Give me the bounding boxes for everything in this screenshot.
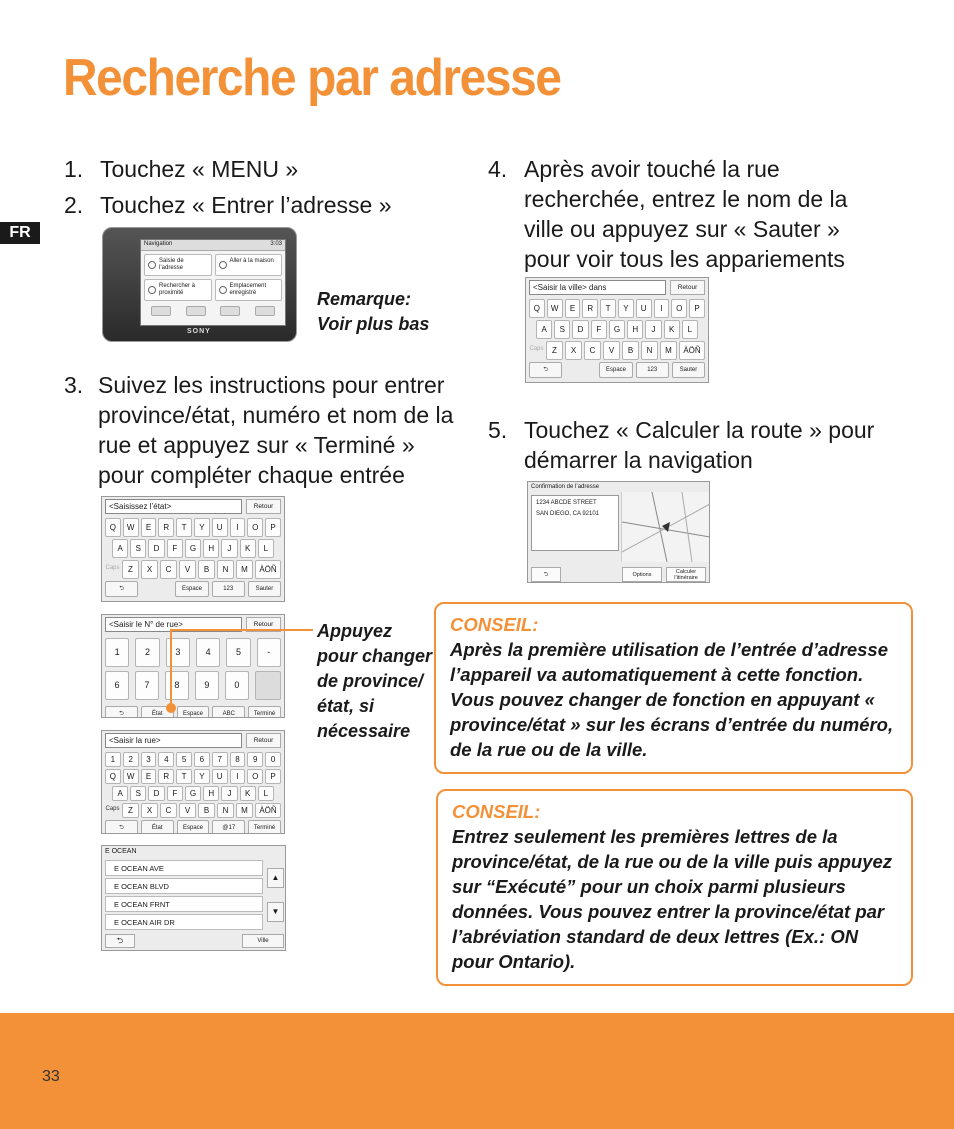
address-confirmation-screen — [527, 481, 710, 583]
address-line-2: SAN DIEGO, CA 92101 — [536, 511, 600, 517]
menu-go-home[interactable]: Aller à la maison — [215, 254, 283, 276]
key[interactable]: U — [212, 518, 228, 537]
key[interactable]: 0 — [265, 752, 281, 767]
key[interactable]: R — [158, 518, 174, 537]
key[interactable]: N — [217, 803, 234, 818]
back-icon[interactable]: ⮌ — [105, 934, 135, 948]
key[interactable]: 4 — [158, 752, 174, 767]
key[interactable]: W — [123, 518, 139, 537]
callout-dot — [166, 703, 176, 713]
numeric-button[interactable]: 123 — [212, 581, 245, 597]
list-item[interactable]: E OCEAN AIR DR — [105, 914, 263, 930]
key[interactable]: C — [160, 803, 177, 818]
list-item[interactable]: E OCEAN AVE — [105, 860, 263, 876]
keyboard-street — [101, 730, 285, 834]
footer-band — [0, 1013, 954, 1129]
key[interactable]: H — [627, 320, 643, 339]
key[interactable]: J — [221, 539, 237, 558]
key[interactable]: S — [130, 539, 146, 558]
space-button[interactable]: Espace — [177, 820, 210, 834]
tip-body: Entrez seulement les premières lettres de la province/état, de la rue ou de la ville puis appuyez sur “Exécuté” pour un choix parmi plusieurs données. Vous pouvez entrer la province/état par l’abréviation standard de deux lettres (Ex.: ON pour Ontario). — [452, 826, 893, 972]
key[interactable]: Q — [529, 299, 545, 318]
key[interactable]: O — [247, 518, 263, 537]
key[interactable]: V — [603, 341, 620, 360]
list-item[interactable]: E OCEAN BLVD — [105, 878, 263, 894]
caps-key[interactable]: Caps — [105, 806, 120, 812]
space-button[interactable]: Espace — [175, 581, 208, 597]
key[interactable]: 4 — [196, 638, 220, 667]
key[interactable]: L — [258, 539, 274, 558]
remark-note: Remarque: Voir plus bas — [317, 289, 430, 334]
tip-box-2 — [436, 789, 913, 986]
menu-address-entry[interactable]: Saisie de l’adresse — [144, 254, 212, 276]
key[interactable]: L — [682, 320, 698, 339]
car-icon[interactable] — [220, 306, 240, 316]
key[interactable]: U — [636, 299, 652, 318]
key[interactable]: N — [641, 341, 658, 360]
key[interactable]: S — [130, 786, 146, 801]
key[interactable]: P — [265, 769, 281, 784]
key[interactable]: V — [179, 560, 196, 579]
back-icon[interactable]: ⮌ — [531, 567, 561, 582]
key[interactable]: O — [247, 769, 263, 784]
back-icon[interactable]: ⮌ — [105, 820, 138, 834]
key[interactable]: 6 — [105, 671, 129, 700]
key[interactable]: X — [141, 803, 158, 818]
key[interactable]: Q — [105, 518, 121, 537]
keyboard-city — [525, 277, 709, 383]
key[interactable]: 3 — [141, 752, 157, 767]
device-image — [102, 227, 297, 342]
accent-key[interactable]: ÀÖÑ — [679, 341, 705, 360]
key[interactable]: B — [198, 803, 215, 818]
key[interactable]: I — [654, 299, 670, 318]
key[interactable]: M — [660, 341, 677, 360]
key[interactable]: 2 — [135, 638, 159, 667]
key[interactable]: 1 — [105, 752, 121, 767]
callout-text: Appuyez pour changer de province/ état, si nécessaire — [317, 621, 433, 741]
key[interactable]: E — [141, 769, 157, 784]
page-title: Recherche par adresse — [63, 49, 561, 107]
calculate-route-button[interactable]: Calculer l’itinéraire — [666, 567, 706, 582]
key[interactable]: O — [671, 299, 687, 318]
caps-key[interactable]: Caps — [105, 565, 120, 571]
search-icon — [148, 261, 156, 269]
back-icon[interactable]: ⮌ — [105, 706, 138, 718]
key[interactable]: Y — [194, 769, 210, 784]
key[interactable]: D — [148, 539, 164, 558]
dash-key[interactable]: - — [257, 638, 281, 667]
key[interactable]: E — [565, 299, 581, 318]
step-2 — [64, 190, 444, 220]
key[interactable]: 8 — [230, 752, 246, 767]
key[interactable]: F — [167, 786, 183, 801]
key[interactable]: D — [148, 786, 164, 801]
key[interactable]: 7 — [212, 752, 228, 767]
key[interactable]: N — [217, 560, 234, 579]
done-button[interactable]: Terminé — [248, 820, 281, 834]
key[interactable]: L — [258, 786, 274, 801]
key[interactable]: H — [203, 539, 219, 558]
key[interactable]: X — [565, 341, 582, 360]
key[interactable]: G — [609, 320, 625, 339]
street-results-list — [101, 845, 286, 951]
step-text: Suivez les instructions pour entrer province/état, numéro et nom de la rue et appuyez sur « Terminé » pour compléter chaque entrée — [98, 372, 454, 488]
key[interactable]: C — [160, 560, 177, 579]
step-number: 3. — [64, 372, 84, 398]
key[interactable]: Q — [105, 769, 121, 784]
keyboard-state — [101, 496, 285, 602]
street-input[interactable]: <Saisir la rue> — [105, 733, 242, 748]
key[interactable]: R — [582, 299, 598, 318]
key[interactable]: K — [240, 786, 256, 801]
abc-button[interactable]: ABC — [212, 706, 245, 718]
state-input[interactable]: <Saisissez l’état> — [105, 499, 242, 514]
compass-icon[interactable] — [151, 306, 171, 316]
key[interactable]: A — [112, 539, 128, 558]
key[interactable]: F — [167, 539, 183, 558]
key[interactable]: V — [179, 803, 196, 818]
key[interactable]: Z — [122, 560, 139, 579]
key[interactable]: 9 — [247, 752, 263, 767]
brand-logo: SONY — [187, 328, 211, 335]
retour-button[interactable]: Retour — [670, 280, 705, 295]
key[interactable]: P — [689, 299, 705, 318]
key[interactable]: H — [203, 786, 219, 801]
scroll-down-icon[interactable]: ▼ — [267, 902, 284, 922]
tip-heading: CONSEIL: — [452, 801, 541, 822]
city-button[interactable]: Ville — [242, 934, 284, 948]
step-number: 4. — [488, 156, 508, 182]
device-toolbar — [141, 304, 285, 318]
key[interactable]: 3 — [166, 638, 190, 667]
page-number: 33 — [42, 1068, 60, 1085]
key[interactable]: W — [547, 299, 563, 318]
key[interactable]: 5 — [176, 752, 192, 767]
skip-button[interactable]: Sauter — [672, 362, 705, 378]
key[interactable]: W — [123, 769, 139, 784]
key[interactable]: G — [185, 539, 201, 558]
tip-body: Après la première utilisation de l’entrée d’adresse l’appareil va automatiquement à cette fonction. Vous pouvez changer de fonction en appuyant « province/état » sur les écrans d’entrée du numéro, de la rue ou de la ville. — [450, 639, 894, 760]
step-3 — [64, 370, 464, 490]
back-icon[interactable] — [255, 306, 275, 316]
key[interactable]: P — [265, 518, 281, 537]
key[interactable]: T — [176, 769, 192, 784]
city-input[interactable]: <Saisir la ville> dans — [529, 280, 666, 295]
scroll-up-icon[interactable]: ▲ — [267, 868, 284, 888]
key[interactable]: X — [141, 560, 158, 579]
back-icon[interactable]: ⮌ — [529, 362, 562, 378]
key[interactable]: 6 — [194, 752, 210, 767]
key[interactable]: Z — [546, 341, 563, 360]
skip-button[interactable]: Sauter — [248, 581, 281, 597]
accent-key[interactable]: ÀÖÑ — [255, 803, 281, 818]
confirm-title: Confirmation de l’adresse — [531, 484, 600, 490]
tip-heading: CONSEIL: — [450, 614, 539, 635]
bookmark-icon — [219, 286, 227, 294]
tip-box-1 — [434, 602, 913, 774]
address-box — [531, 495, 619, 551]
step-text: Touchez « Entrer l’adresse » — [100, 192, 392, 218]
calculator-icon[interactable] — [186, 306, 206, 316]
key[interactable]: F — [591, 320, 607, 339]
step-text: Touchez « MENU » — [100, 156, 299, 182]
key[interactable]: A — [536, 320, 552, 339]
back-icon[interactable]: ⮌ — [105, 581, 138, 597]
key[interactable]: 0 — [225, 671, 249, 700]
key[interactable]: Y — [618, 299, 634, 318]
language-tab: FR — [0, 222, 40, 244]
caps-key[interactable]: Caps — [529, 346, 544, 352]
step-text: Après avoir touché la rue recherchée, entrez le nom de la ville ou appuyez sur « Sauter » pour voir tous les appariements — [524, 156, 848, 272]
key[interactable]: B — [198, 560, 215, 579]
list-header: E OCEAN — [105, 848, 137, 855]
key[interactable]: T — [176, 518, 192, 537]
step-1 — [64, 154, 444, 184]
key[interactable]: T — [600, 299, 616, 318]
street-number-input[interactable]: <Saisir le N° de rue> — [105, 617, 242, 632]
key[interactable]: 5 — [226, 638, 250, 667]
key[interactable]: Z — [122, 803, 139, 818]
key[interactable]: J — [221, 786, 237, 801]
accent-key[interactable]: ÀÖÑ — [255, 560, 281, 579]
map-preview — [621, 492, 709, 562]
key[interactable]: I — [230, 518, 246, 537]
list-item[interactable]: E OCEAN FRNT — [105, 896, 263, 912]
key[interactable]: 1 — [105, 638, 129, 667]
search-icon — [148, 286, 156, 294]
nav-bar — [141, 240, 285, 251]
key[interactable]: E — [141, 518, 157, 537]
key[interactable]: K — [240, 539, 256, 558]
step-number: 1. — [64, 156, 84, 182]
key[interactable]: I — [230, 769, 246, 784]
retour-button[interactable]: Retour — [246, 733, 281, 748]
key[interactable]: A — [112, 786, 128, 801]
key[interactable]: G — [185, 786, 201, 801]
key[interactable]: B — [622, 341, 639, 360]
key[interactable]: U — [212, 769, 228, 784]
key[interactable]: D — [572, 320, 588, 339]
key[interactable]: 8 — [165, 671, 189, 700]
key[interactable]: J — [645, 320, 661, 339]
step-4 — [488, 154, 888, 274]
step-5 — [488, 415, 888, 475]
step-number: 2. — [64, 192, 84, 218]
key[interactable]: M — [236, 560, 253, 579]
at17-button[interactable]: @17 — [212, 820, 245, 834]
step-number: 5. — [488, 417, 508, 443]
key[interactable]: 9 — [195, 671, 219, 700]
clock: 3:03 — [270, 241, 282, 247]
key[interactable]: S — [554, 320, 570, 339]
key[interactable]: 7 — [135, 671, 159, 700]
map-graphic — [622, 492, 710, 562]
home-icon — [219, 261, 227, 269]
key[interactable]: M — [236, 803, 253, 818]
step-text: Touchez « Calculer la route » pour démarrer la navigation — [524, 417, 875, 473]
callout-line — [170, 629, 313, 707]
done-button[interactable]: Terminé — [248, 706, 281, 718]
state-button[interactable]: État — [141, 706, 174, 718]
key[interactable]: C — [584, 341, 601, 360]
state-button[interactable]: État — [141, 820, 174, 834]
menu-saved-location[interactable]: Emplacement enregistré — [215, 279, 283, 301]
menu-nearby[interactable]: Rechercher à proximité — [144, 279, 212, 301]
key[interactable]: Y — [194, 518, 210, 537]
device-screen — [140, 239, 286, 326]
key[interactable]: K — [664, 320, 680, 339]
options-button[interactable]: Options — [622, 567, 662, 582]
retour-button[interactable]: Retour — [246, 617, 281, 632]
numeric-button[interactable]: 123 — [636, 362, 669, 378]
key[interactable]: R — [158, 769, 174, 784]
space-button[interactable]: Espace — [599, 362, 632, 378]
address-line-1: 1234 ABCDE STREET — [536, 500, 597, 506]
space-button[interactable]: Espace — [177, 706, 210, 718]
nav-title: Navigation — [144, 241, 173, 247]
retour-button[interactable]: Retour — [246, 499, 281, 514]
key[interactable]: 2 — [123, 752, 139, 767]
